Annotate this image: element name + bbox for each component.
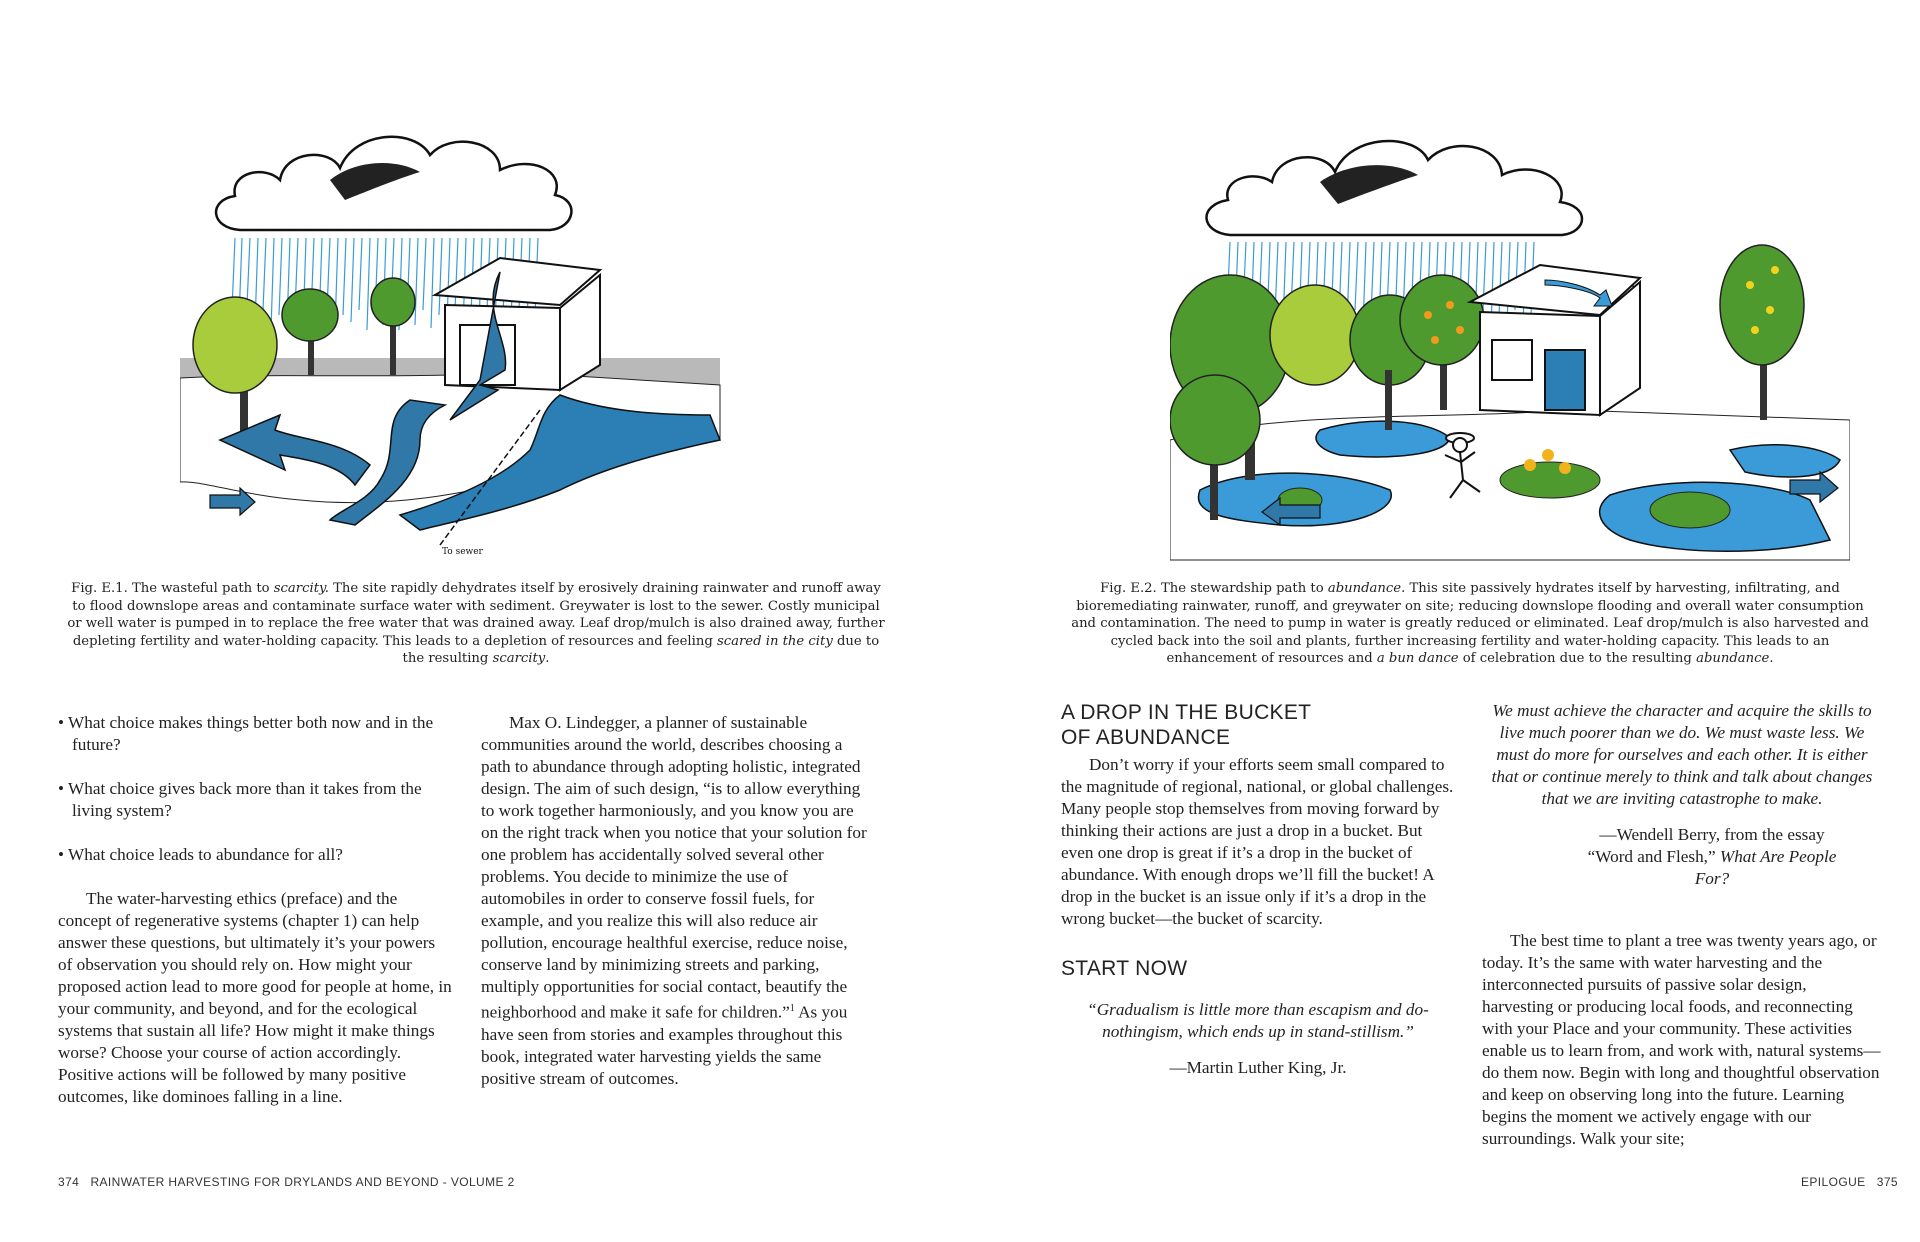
caption-text: . xyxy=(545,651,550,666)
footnote-reference[interactable]: 1 xyxy=(789,1003,795,1014)
right-page xyxy=(960,0,1920,1242)
caption-text: . xyxy=(1769,651,1774,666)
paragraph-text: As you have seen from stories and examples throughout this book, integrated water harvesting yields the same positive stream of outcomes. xyxy=(481,1002,848,1088)
body-paragraph: The water-harvesting ethics (preface) and the concept of regenerative systems (chapter 1) can help answer these questions, but ultimately it’s your powers of observation you should rely on. How might your proposed action lead to more good for people at home, in your community, and beyond, and for the ecological systems that sustain all life? How might it make things worse? Choose your course of action accordingly. Positive actions will be followed by many positive outcomes, like dominoes falling in a line. xyxy=(58,889,452,1106)
running-title: EPILOGUE xyxy=(1801,1175,1866,1189)
attribution-title: What Are People For? xyxy=(1694,847,1837,888)
epigraph-quote: We must achieve the character and acquire the skills to live much poorer than we do. We must waste less. We must do more for ourselves and each other. It is either that or continue merely to think and talk about changes that we are inviting catastrophe to make. xyxy=(1491,701,1873,808)
epigraph-attribution xyxy=(1482,824,1882,890)
right-page-column-1 xyxy=(1061,700,1455,1079)
caption-text: This site passively hydrates itself by harvesting, infiltrating, and bioremediating rainwater, runoff, and greywater on site; reducing downslope flooding and overall water consumption and contamination. The need to pump in water is greatly reduced or eliminated. Leaf drop/mulch is also harvested and cycled back into the soil and plants, further increasing fertility and water-holding capacity. This leads to an enhancement of resources and xyxy=(1071,581,1869,666)
caption-text: due to the resulting xyxy=(402,633,880,666)
section-heading: OF ABUNDANCE xyxy=(1061,726,1231,749)
right-page-column-2 xyxy=(1482,700,1882,1150)
section-heading: A DROP IN THE BUCKET xyxy=(1061,701,1312,724)
page-number: 374 xyxy=(58,1175,80,1189)
epigraph-quote: “Gradualism is little more than escapism and do-nothingism, which ends up in stand-stillism.” xyxy=(1087,1000,1429,1041)
house xyxy=(435,258,600,390)
tree-fruit-right xyxy=(1720,245,1804,420)
left-folio xyxy=(58,1175,515,1189)
caption-label: Fig. E.2. The stewardship path to xyxy=(1100,581,1328,596)
caption-emphasis: scared in the city xyxy=(716,633,833,649)
paragraph-text: Max O. Lindegger, a planner of sustainable communities around the world, describes choosing a path to abundance through adopting holistic, integrated design. The aim of such design, “is to allow everything to work together harmoniously, and you know you are on the right track when you notice that your solution for one problem has accidentally solved several other problems. You decide to minimize the use of automobiles in order to conserve fossil fuels, for example, and you realize this will also reduce air pollution, encourage healthful exercise, reduce noise, conserve land by minimizing streets and parking, multiply opportunities for social contact, beautify the neighborhood and make it safe for children.” xyxy=(481,713,867,1022)
attribution-text: —Wendell Berry, from the essay “Word and Flesh,” xyxy=(1587,825,1825,866)
house xyxy=(1470,265,1640,415)
epigraph-attribution: —Martin Luther King, Jr. xyxy=(1169,1058,1347,1077)
left-page-column-2 xyxy=(481,712,875,1090)
caption-text: of celebration due to the resulting xyxy=(1458,651,1697,666)
caption-emphasis: a bun dance xyxy=(1376,651,1459,666)
caption-emphasis: scarcity. xyxy=(273,581,329,596)
bullet-item: • What choice makes things better both now and in the future? xyxy=(58,713,434,754)
cloud-shape xyxy=(216,137,571,230)
figure-e1-caption xyxy=(66,580,886,668)
caption-label: Fig. E.1. The wasteful path to xyxy=(71,581,274,596)
bullet-item: • What choice leads to abundance for all? xyxy=(58,845,343,864)
body-paragraph: The best time to plant a tree was twenty years ago, or today. It’s the same with water harvesting and the interconnected pursuits of passive solar design, harvesting or producing local foods, and reconnecting with your Place and your community. These activities enable us to learn from, and work with, natural systems—do them now. Begin with long and thoughtful observation and keep on observing long into the future. Learning begins the moment we actively engage with our surroundings. Walk your site; xyxy=(1482,931,1881,1148)
left-page-column-1 xyxy=(58,712,452,1108)
caption-emphasis: scarcity xyxy=(492,651,546,666)
right-folio xyxy=(1801,1175,1898,1189)
figure-e2-illustration xyxy=(1170,120,1850,565)
figure-e1-illustration xyxy=(180,110,740,555)
to-sewer-label: To sewer xyxy=(442,547,483,555)
body-paragraph: Don’t worry if your efforts seem small compared to the magnitude of regional, national, or global challenges. Many people stop themselves from moving forward by thinking their actions are just a drop in a bucket. But even one drop is great if it’s a drop in the bucket of abundance. With enough drops we’ll fill the bucket! A drop in the bucket is an issue only if it’s a drop in the wrong bucket—the bucket of scarcity. xyxy=(1061,755,1454,928)
caption-emphasis: abundance xyxy=(1696,651,1770,666)
figure-e2-caption xyxy=(1064,580,1876,668)
tree-fruit-center xyxy=(1400,275,1484,410)
section-heading: START NOW xyxy=(1061,957,1188,980)
running-title: RAINWATER HARVESTING FOR DRYLANDS AND BEYOND - VOLUME 2 xyxy=(90,1175,515,1189)
page-number: 375 xyxy=(1876,1175,1898,1189)
caption-text: The site rapidly dehydrates itself by erosively draining rainwater and runoff away to flood downslope areas and contaminate surface water with sediment. Greywater is lost to the sewer. Costly municipal or well water is pumped in to replace the free water that was drained away. Leaf drop/mulch is also drained away, further depleting fertility and water-holding capacity. This leads to a depletion of resources and feeling xyxy=(67,581,885,649)
body-paragraph xyxy=(481,712,875,1090)
caption-emphasis: abundance. xyxy=(1327,581,1406,596)
bullet-item: • What choice gives back more than it takes from the living system? xyxy=(58,779,422,820)
cloud-shape xyxy=(1206,141,1582,235)
